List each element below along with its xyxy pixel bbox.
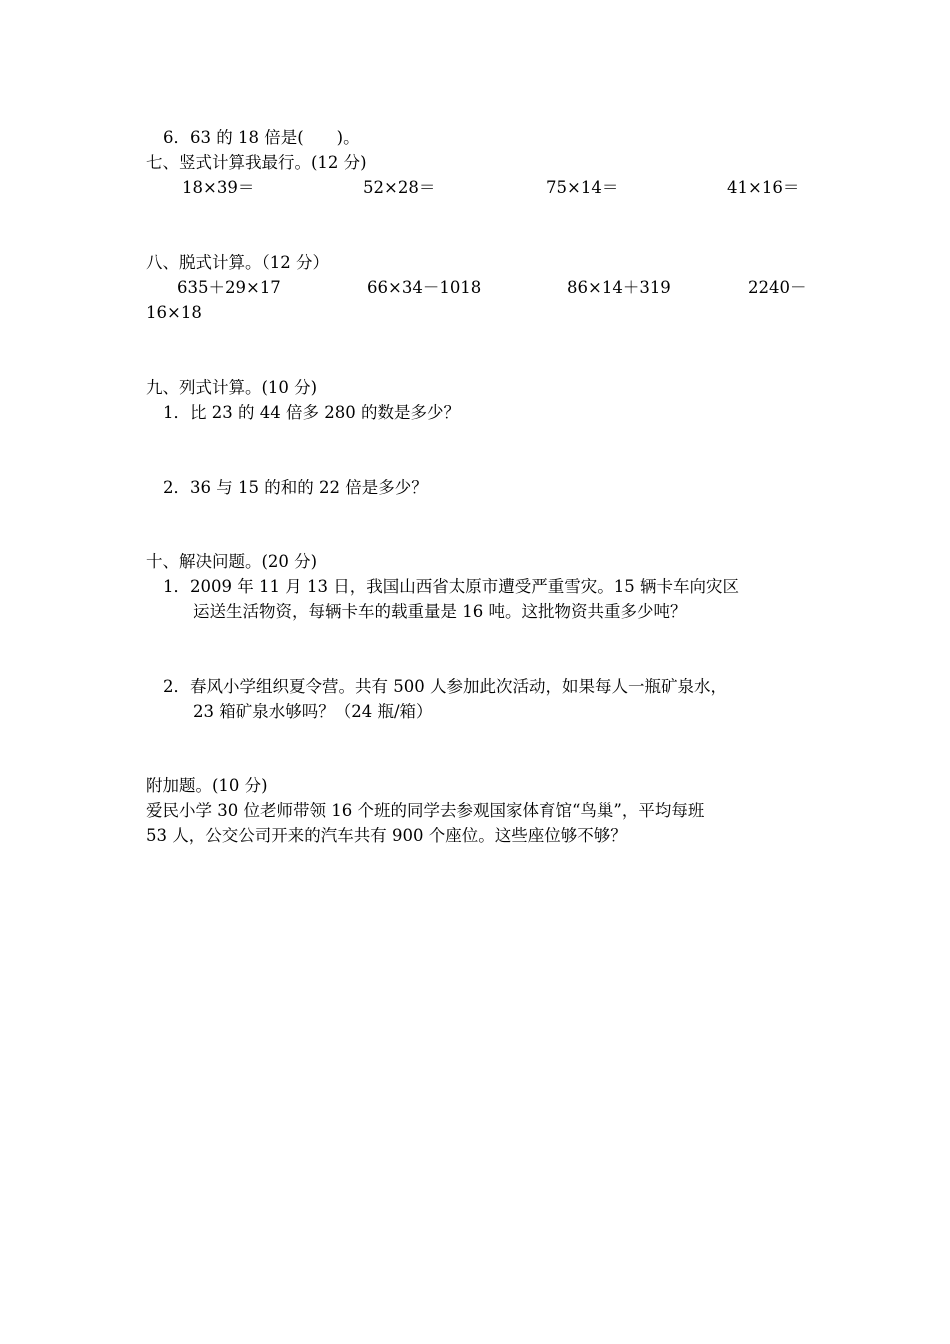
- section-10-question-2-line-1: 2．春风小学组织夏令营。共有 500 人参加此次活动，如果每人一瓶矿泉水，: [163, 677, 727, 696]
- section-10-title: 十、解决问题。(20 分): [146, 552, 318, 571]
- calc-item-8-4: 2240－: [748, 278, 807, 297]
- section-9-title: 九、列式计算。(10 分): [146, 378, 318, 397]
- bonus-text-line-2: 53 人，公交公司开来的汽车共有 900 个座位。这些座位够不够？: [146, 826, 627, 845]
- calc-item-7-1: 18×39＝: [182, 178, 255, 197]
- section-9-question-1: 1．比 23 的 44 倍多 280 的数是多少？: [163, 403, 460, 422]
- calc-item-7-2: 52×28＝: [363, 178, 436, 197]
- calc-item-8-1: 635＋29×17: [177, 278, 281, 297]
- section-10-question-2-line-2: 23 箱矿泉水够吗？（24 瓶/箱）: [193, 702, 433, 721]
- section-9-question-2: 2．36 与 15 的和的 22 倍是多少？: [163, 478, 428, 497]
- section-7-title: 七、竖式计算我最行。(12 分): [146, 153, 367, 172]
- section-8-title: 八、脱式计算。（12 分）: [146, 253, 329, 272]
- section-10-question-1-line-1: 1．2009 年 11 月 13 日，我国山西省太原市遭受严重雪灾。15 辆卡车向灾区: [163, 577, 739, 596]
- bonus-text-line-1: 爱民小学 30 位老师带领 16 个班的同学去参观国家体育馆“鸟巢”，平均每班: [146, 801, 705, 820]
- calc-item-7-3: 75×14＝: [546, 178, 619, 197]
- calc-item-7-4: 41×16＝: [727, 178, 800, 197]
- calc-item-8-2: 66×34－1018: [367, 278, 482, 297]
- section-10-question-1-line-2: 运送生活物资，每辆卡车的载重量是 16 吨。这批物资共重多少吨？: [193, 602, 687, 621]
- question-6: 6．63 的 18 倍是( )。: [163, 128, 360, 147]
- calc-item-8-4-wrap: 16×18: [146, 303, 202, 322]
- bonus-title: 附加题。(10 分): [146, 776, 268, 795]
- calc-item-8-3: 86×14＋319: [567, 278, 671, 297]
